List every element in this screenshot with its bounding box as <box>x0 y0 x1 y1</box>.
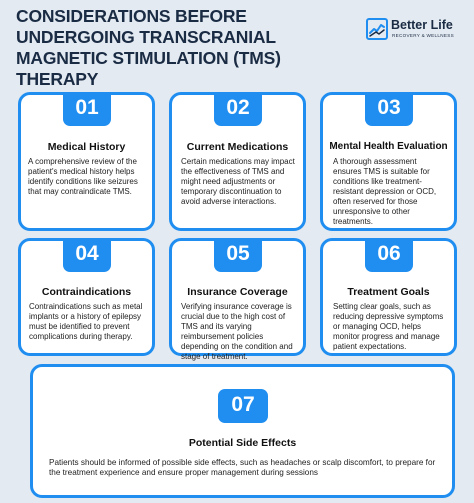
card-number: 04 <box>63 238 111 272</box>
card-number: 02 <box>214 92 262 126</box>
card-description: A thorough assessment ensures TMS is suitable for conditions like treatment-resistant depression or OCD, often reserved for those unresponsive to other treatments. <box>333 157 437 226</box>
card-title: Treatment Goals <box>347 286 430 298</box>
card-insurance-coverage <box>169 238 306 361</box>
logo-tagline: RECOVERY & WELLNESS <box>392 33 454 38</box>
card-description: A comprehensive review of the patient's medical history helps identify conditions like seizures that may contraindicate TMS. <box>28 157 138 196</box>
card-description: Setting clear goals, such as reducing depressive symptoms or managing OCD, helps monitor progress and manage patient expectations. <box>333 302 444 351</box>
card-title: Potential Side Effects <box>188 437 297 449</box>
card-mental-health-evaluation <box>320 92 457 231</box>
page-title: CONSIDERATIONS BEFORE UNDERGOING TRANSCRANIAL MAGNETIC STIMULATION (TMS) THERAPY <box>16 6 281 89</box>
card-number: 01 <box>63 92 111 126</box>
card-potential-side-effects <box>30 364 455 498</box>
logo-name: Better Life <box>391 18 453 32</box>
card-description: Certain medications may impact the effectiveness of TMS and might need adjustments or temporary discontinuation to avoid adverse interactions. <box>181 157 295 206</box>
card-title: Contraindications <box>41 286 132 298</box>
card-description: Verifying insurance coverage is crucial due to the high cost of TMS and its varying reimbursement policies depending on the condition and stage of treatment. <box>181 302 293 361</box>
card-medical-history <box>18 92 155 231</box>
card-number: 05 <box>214 238 262 272</box>
card-title: Medical History <box>47 141 126 153</box>
card-title: Insurance Coverage <box>187 286 288 298</box>
card-description: Patients should be informed of possible side effects, such as headaches or scalp discomfort, to prepare for the treatment experience and ensure proper management during sessions <box>49 458 436 477</box>
card-contraindications <box>18 238 155 356</box>
card-number: 07 <box>218 389 268 423</box>
card-title: Mental Health Evaluation <box>329 141 448 152</box>
card-title: Current Medications <box>186 141 289 153</box>
card-number: 03 <box>365 92 413 126</box>
card-treatment-goals <box>320 238 457 356</box>
card-number: 06 <box>365 238 413 272</box>
card-description: Contraindications such as metal implants or a history of epilepsy must be identified to prevent complications during therapy. <box>29 302 143 341</box>
logo <box>366 18 466 42</box>
better-life-logo-icon <box>366 18 388 40</box>
card-current-medications <box>169 92 306 231</box>
